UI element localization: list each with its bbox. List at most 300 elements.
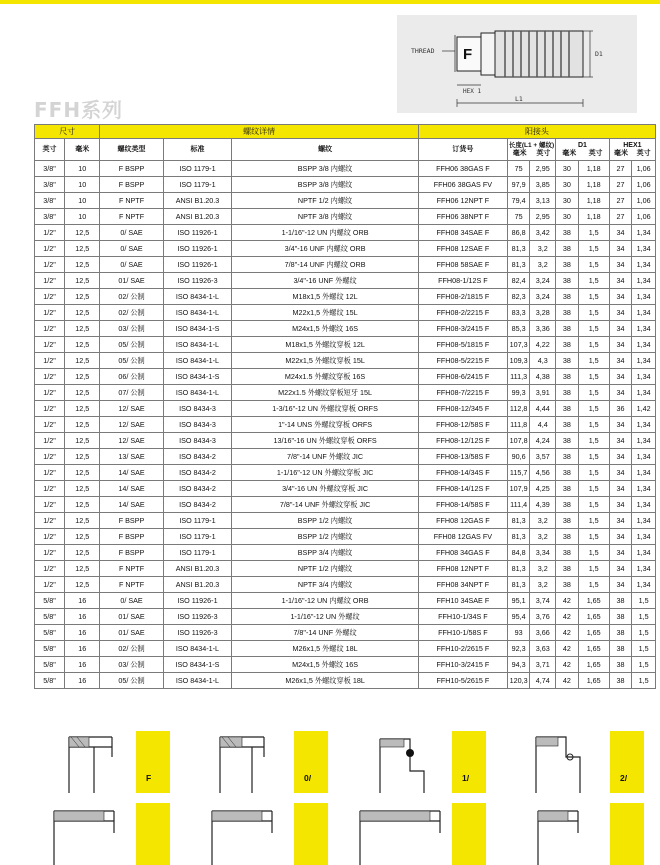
cell-standard: ISO 11926-1 (163, 257, 232, 273)
cell-d1-in: 1,65 (578, 609, 609, 625)
cell-part-no: FFH08-12/12S F (418, 433, 507, 449)
cell-part-no: FFH08-2/1815 F (418, 289, 507, 305)
cell-thread-type: F BSPP (100, 529, 163, 545)
cell-length-mm: 94,3 (507, 657, 530, 673)
cell-hex1-mm: 34 (609, 257, 632, 273)
cell-thread-type: 03/ 公制 (100, 321, 163, 337)
cell-length-mm: 107,8 (507, 433, 530, 449)
col-hex1 (609, 139, 655, 161)
cell-size-mm: 12,5 (65, 433, 100, 449)
cell-thread: BSPP 3/8 内螺纹 (232, 161, 419, 177)
cell-size-mm: 12,5 (65, 481, 100, 497)
table-row (35, 209, 656, 225)
cell-thread-type: 02/ 公制 (100, 289, 163, 305)
cell-hex1-mm: 34 (609, 369, 632, 385)
cell-size-mm: 12,5 (65, 417, 100, 433)
cell-size-mm: 10 (65, 209, 100, 225)
cell-thread-type: 05/ 公制 (100, 673, 163, 689)
thread-diagram-tag (136, 731, 170, 793)
cell-hex1-mm: 34 (609, 289, 632, 305)
cell-standard: ISO 8434-1-S (163, 369, 232, 385)
cell-d1-mm: 38 (556, 353, 579, 369)
cell-d1-in: 1,18 (578, 209, 609, 225)
cell-hex1-mm: 34 (609, 241, 632, 257)
cell-d1-in: 1,65 (578, 657, 609, 673)
cell-part-no: FFH08 12SAE F (418, 241, 507, 257)
cell-length-mm: 99,3 (507, 385, 530, 401)
cell-size-mm: 16 (65, 593, 100, 609)
thread-code: F (146, 773, 152, 783)
cell-size-inch: 1/2" (35, 305, 65, 321)
cell-part-no: FFH08-14/58S F (418, 497, 507, 513)
cell-hex1-mm: 34 (609, 417, 632, 433)
cell-length-mm: 109,3 (507, 353, 530, 369)
cell-length-mm: 112,8 (507, 401, 530, 417)
table-row (35, 289, 656, 305)
cell-hex1-mm: 34 (609, 433, 632, 449)
thread-diagram-tag (452, 803, 486, 865)
cell-size-mm: 10 (65, 161, 100, 177)
cell-d1-in: 1,5 (578, 449, 609, 465)
cell-thread-type: F BSPP (100, 545, 163, 561)
cell-size-inch: 1/2" (35, 385, 65, 401)
cell-size-mm: 16 (65, 657, 100, 673)
cell-size-inch: 1/2" (35, 273, 65, 289)
cell-standard: ISO 11926-1 (163, 241, 232, 257)
cell-hex1-in: 1,34 (632, 529, 656, 545)
table-row (35, 481, 656, 497)
cell-standard: ISO 8434-1-L (163, 641, 232, 657)
cell-length-in: 3,28 (530, 305, 556, 321)
table-row (35, 657, 656, 673)
cell-length-in: 2,95 (530, 161, 556, 177)
cell-length-mm: 82,3 (507, 289, 530, 305)
cell-hex1-in: 1,34 (632, 369, 656, 385)
cell-standard: ISO 8434-2 (163, 481, 232, 497)
cell-hex1-in: 1,06 (632, 177, 656, 193)
cell-length-mm: 81,3 (507, 577, 530, 593)
cell-length-mm: 93 (507, 625, 530, 641)
cell-hex1-mm: 36 (609, 401, 632, 417)
cell-standard: ISO 1179-1 (163, 161, 232, 177)
cell-d1-mm: 38 (556, 241, 579, 257)
cell-hex1-in: 1,34 (632, 289, 656, 305)
cell-thread: 1"-14 UNS 外螺纹穿板 ORFS (232, 417, 419, 433)
cell-size-mm: 12,5 (65, 305, 100, 321)
cell-hex1-in: 1,5 (632, 641, 656, 657)
cell-size-inch: 1/2" (35, 449, 65, 465)
cell-length-mm: 97,9 (507, 177, 530, 193)
cell-length-mm: 81,3 (507, 529, 530, 545)
cell-d1-mm: 38 (556, 289, 579, 305)
cell-size-inch: 1/2" (35, 433, 65, 449)
cell-length-mm: 75 (507, 209, 530, 225)
cell-d1-mm: 38 (556, 465, 579, 481)
cell-d1-mm: 38 (556, 513, 579, 529)
cell-part-no: FFH06 12NPT F (418, 193, 507, 209)
cell-size-inch: 3/8" (35, 177, 65, 193)
table-row (35, 321, 656, 337)
cell-size-mm: 12,5 (65, 257, 100, 273)
cell-length-mm: 79,4 (507, 193, 530, 209)
cell-hex1-in: 1,06 (632, 193, 656, 209)
cell-hex1-mm: 38 (609, 609, 632, 625)
cell-thread-type: F BSPP (100, 161, 163, 177)
cell-length-mm: 92,3 (507, 641, 530, 657)
cell-size-inch: 5/8" (35, 657, 65, 673)
cell-d1-mm: 30 (556, 161, 579, 177)
cell-size-mm: 12,5 (65, 513, 100, 529)
cell-length-in: 3,76 (530, 609, 556, 625)
cell-d1-mm: 38 (556, 449, 579, 465)
cell-part-no: FFH08 12GAS F (418, 513, 507, 529)
cell-length-in: 3,13 (530, 193, 556, 209)
series-title: FFH系列 (34, 98, 124, 122)
cell-size-mm: 12,5 (65, 529, 100, 545)
cell-d1-in: 1,5 (578, 401, 609, 417)
cell-d1-in: 1,65 (578, 593, 609, 609)
cell-size-inch: 1/2" (35, 465, 65, 481)
cell-d1-in: 1,5 (578, 321, 609, 337)
cell-d1-mm: 38 (556, 225, 579, 241)
cell-length-in: 4,74 (530, 673, 556, 689)
cell-length-in: 4,25 (530, 481, 556, 497)
cell-hex1-mm: 34 (609, 465, 632, 481)
cell-length-mm: 81,3 (507, 241, 530, 257)
thread-diagram-row2-2 (192, 803, 328, 865)
thread-code: 2/ (620, 773, 628, 783)
table-row (35, 177, 656, 193)
cell-d1-in: 1,5 (578, 289, 609, 305)
cell-size-mm: 12,5 (65, 337, 100, 353)
cell-d1-mm: 38 (556, 577, 579, 593)
cell-standard: ANSI B1.20.3 (163, 209, 232, 225)
cell-size-inch: 1/2" (35, 529, 65, 545)
cell-thread: M24x1,5 外螺纹 16S (232, 657, 419, 673)
cell-hex1-mm: 27 (609, 193, 632, 209)
cell-length-mm: 111,8 (507, 417, 530, 433)
cell-length-in: 4,24 (530, 433, 556, 449)
cell-size-inch: 1/2" (35, 241, 65, 257)
cell-hex1-in: 1,34 (632, 481, 656, 497)
cell-thread: M22x1,5 外螺纹 15L (232, 305, 419, 321)
cell-hex1-in: 1,5 (632, 593, 656, 609)
cell-hex1-in: 1,34 (632, 353, 656, 369)
table-row (35, 369, 656, 385)
cell-part-no: FFH08-12/345 F (418, 401, 507, 417)
cell-thread-type: 01/ SAE (100, 609, 163, 625)
cell-size-inch: 3/8" (35, 209, 65, 225)
cell-d1-mm: 38 (556, 257, 579, 273)
cell-size-mm: 10 (65, 177, 100, 193)
cell-standard: ANSI B1.20.3 (163, 561, 232, 577)
cell-d1-mm: 38 (556, 529, 579, 545)
cell-d1-mm: 38 (556, 337, 579, 353)
cell-hex1-mm: 34 (609, 225, 632, 241)
table-row (35, 529, 656, 545)
cell-size-mm: 12,5 (65, 545, 100, 561)
cell-d1-in: 1,5 (578, 241, 609, 257)
cell-standard: ANSI B1.20.3 (163, 577, 232, 593)
table-row (35, 625, 656, 641)
cell-length-in: 4,4 (530, 417, 556, 433)
cell-hex1-in: 1,34 (632, 241, 656, 257)
cell-size-inch: 3/8" (35, 161, 65, 177)
cell-size-mm: 12,5 (65, 369, 100, 385)
cell-thread-type: 0/ SAE (100, 241, 163, 257)
cell-size-inch: 1/2" (35, 353, 65, 369)
table-row (35, 561, 656, 577)
cell-d1-in: 1,5 (578, 545, 609, 561)
cell-hex1-mm: 34 (609, 577, 632, 593)
cell-hex1-in: 1,06 (632, 161, 656, 177)
cell-d1-mm: 38 (556, 305, 579, 321)
cell-size-mm: 12,5 (65, 465, 100, 481)
cell-length-in: 3,42 (530, 225, 556, 241)
cell-part-no: FFH08-14/34S F (418, 465, 507, 481)
table-row (35, 385, 656, 401)
cell-length-in: 3,2 (530, 257, 556, 273)
cell-size-inch: 5/8" (35, 625, 65, 641)
cell-length-mm: 115,7 (507, 465, 530, 481)
cell-thread: 1-1/16"-12 UN 内螺纹 ORB (232, 225, 419, 241)
cell-thread: 7/8"-14 UNF 内螺纹 ORB (232, 257, 419, 273)
cell-thread-type: 0/ SAE (100, 257, 163, 273)
thread-diagram-1 (350, 731, 486, 793)
cell-d1-mm: 38 (556, 433, 579, 449)
table-row (35, 241, 656, 257)
cell-d1-mm: 42 (556, 657, 579, 673)
cell-thread: M22x1.5 外螺纹穿板短牙 15L (232, 385, 419, 401)
cell-thread: 7/8"-14 UNF 外螺纹 JIC (232, 449, 419, 465)
sae-orb-diagram-icon (192, 731, 292, 793)
cell-size-mm: 12,5 (65, 289, 100, 305)
cell-d1-in: 1,65 (578, 625, 609, 641)
cell-thread: 3/4"-16 UNF 内螺纹 ORB (232, 241, 419, 257)
cell-size-inch: 5/8" (35, 673, 65, 689)
cell-thread-type: 05/ 公制 (100, 353, 163, 369)
cell-size-mm: 12,5 (65, 241, 100, 257)
table-row (35, 225, 656, 241)
cell-d1-mm: 42 (556, 609, 579, 625)
cell-hex1-mm: 34 (609, 497, 632, 513)
cell-d1-mm: 38 (556, 369, 579, 385)
cell-part-no: FFH10-2/2615 F (418, 641, 507, 657)
cell-size-mm: 16 (65, 641, 100, 657)
cell-thread: M24x1,5 外螺纹 16S (232, 321, 419, 337)
cell-length-in: 3,63 (530, 641, 556, 657)
thread-diagram-tag (610, 803, 644, 865)
cell-part-no: FFH08-6/2415 F (418, 369, 507, 385)
cell-part-no: FFH06 38GAS F (418, 161, 507, 177)
table-row (35, 449, 656, 465)
cell-hex1-mm: 34 (609, 305, 632, 321)
cell-d1-in: 1,5 (578, 369, 609, 385)
cell-size-inch: 3/8" (35, 193, 65, 209)
cell-thread-type: 05/ 公制 (100, 337, 163, 353)
l1-label: L1 (515, 95, 523, 103)
cell-hex1-in: 1,34 (632, 321, 656, 337)
table-row (35, 673, 656, 689)
cell-length-in: 3,57 (530, 449, 556, 465)
cell-part-no: FFH08 34SAE F (418, 225, 507, 241)
cell-length-in: 3,2 (530, 561, 556, 577)
cell-d1-in: 1,5 (578, 273, 609, 289)
cell-size-mm: 12,5 (65, 321, 100, 337)
table-row (35, 513, 656, 529)
cell-part-no: FFH08 34GAS F (418, 545, 507, 561)
size-group-header: 尺寸 (35, 125, 100, 139)
cell-length-mm: 107,3 (507, 337, 530, 353)
cell-hex1-in: 1,34 (632, 497, 656, 513)
cell-d1-in: 1,18 (578, 177, 609, 193)
col-part-no: 订货号 (418, 139, 507, 161)
cell-length-mm: 82,4 (507, 273, 530, 289)
thread-diagram-row2-3 (350, 803, 486, 865)
cell-thread-type: 03/ 公制 (100, 657, 163, 673)
cell-part-no: FFH08-7/2215 F (418, 385, 507, 401)
table-row (35, 545, 656, 561)
cell-size-inch: 5/8" (35, 593, 65, 609)
svg-text:F: F (463, 46, 473, 63)
cell-thread: M18x1,5 外螺纹 12L (232, 289, 419, 305)
cell-part-no: FFH08-12/58S F (418, 417, 507, 433)
cell-part-no: FFH10-1/58S F (418, 625, 507, 641)
cell-hex1-mm: 34 (609, 529, 632, 545)
cell-length-mm: 75 (507, 161, 530, 177)
cell-standard: ISO 11926-1 (163, 593, 232, 609)
cell-thread-type: F NPTF (100, 193, 163, 209)
cell-size-mm: 12,5 (65, 401, 100, 417)
cell-hex1-in: 1,34 (632, 433, 656, 449)
cell-length-mm: 111,4 (507, 497, 530, 513)
coupling-dimension-drawing (397, 15, 637, 113)
cell-hex1-in: 1,42 (632, 401, 656, 417)
cell-hex1-mm: 38 (609, 673, 632, 689)
cell-length-in: 4,3 (530, 353, 556, 369)
col-thread: 螺纹 (232, 139, 419, 161)
cell-length-in: 3,2 (530, 577, 556, 593)
table-row (35, 609, 656, 625)
cell-thread-type: 12/ SAE (100, 417, 163, 433)
cell-length-mm: 81,3 (507, 513, 530, 529)
cell-size-inch: 1/2" (35, 369, 65, 385)
cell-length-mm: 107,9 (507, 481, 530, 497)
cell-thread-type: F BSPP (100, 513, 163, 529)
cell-d1-mm: 30 (556, 177, 579, 193)
cell-standard: ISO 1179-1 (163, 529, 232, 545)
cell-part-no: FFH08 12NPT F (418, 561, 507, 577)
cell-d1-in: 1,5 (578, 257, 609, 273)
cell-thread-type: F BSPP (100, 177, 163, 193)
cell-thread: 1-1/16"-12 UN 外螺纹 (232, 609, 419, 625)
cell-size-mm: 12,5 (65, 385, 100, 401)
cell-hex1-in: 1,34 (632, 449, 656, 465)
cell-length-in: 3,74 (530, 593, 556, 609)
cell-hex1-in: 1,34 (632, 545, 656, 561)
cell-thread: 1-1/16"-12 UN 内螺纹 ORB (232, 593, 419, 609)
sae-male-diagram-icon (350, 731, 450, 793)
cell-length-mm: 84,8 (507, 545, 530, 561)
table-row (35, 641, 656, 657)
cell-d1-mm: 38 (556, 481, 579, 497)
cell-thread: 13/16"-16 UN 外螺纹穿板 ORFS (232, 433, 419, 449)
cell-thread: BSPP 3/8 内螺纹 (232, 177, 419, 193)
cell-hex1-mm: 34 (609, 513, 632, 529)
cell-thread: 1-1/16"-12 UN 外螺纹穿板 JIC (232, 465, 419, 481)
cell-length-in: 4,22 (530, 337, 556, 353)
col-thread-type: 螺纹类型 (100, 139, 163, 161)
thread-diagram-tag (294, 803, 328, 865)
table-row (35, 353, 656, 369)
cell-hex1-mm: 34 (609, 337, 632, 353)
group-header-row (35, 125, 656, 139)
cell-hex1-in: 1,34 (632, 417, 656, 433)
cell-d1-in: 1,65 (578, 673, 609, 689)
cell-thread-type: 02/ 公制 (100, 305, 163, 321)
cell-d1-in: 1,5 (578, 385, 609, 401)
cell-d1-in: 1,5 (578, 305, 609, 321)
cell-hex1-mm: 34 (609, 545, 632, 561)
cell-thread-type: 14/ SAE (100, 497, 163, 513)
cell-d1-mm: 38 (556, 417, 579, 433)
cell-d1-mm: 30 (556, 209, 579, 225)
cell-standard: ISO 1179-1 (163, 545, 232, 561)
cell-standard: ISO 11926-3 (163, 625, 232, 641)
cell-hex1-mm: 34 (609, 273, 632, 289)
cell-d1-in: 1,5 (578, 465, 609, 481)
cell-d1-in: 1,5 (578, 561, 609, 577)
cell-size-inch: 1/2" (35, 257, 65, 273)
cell-thread-type: 07/ 公制 (100, 385, 163, 401)
cell-hex1-mm: 34 (609, 385, 632, 401)
metric-male-diagram-icon (508, 731, 608, 793)
fitting-diagram-icon (350, 803, 450, 865)
cell-part-no: FFH08-1/12S F (418, 273, 507, 289)
cell-part-no: FFH06 38GAS FV (418, 177, 507, 193)
cell-length-mm: 85,3 (507, 321, 530, 337)
cell-hex1-in: 1,34 (632, 577, 656, 593)
column-header-row (35, 139, 656, 161)
cell-thread: M26x1,5 外螺纹 18L (232, 641, 419, 657)
cell-length-in: 3,2 (530, 529, 556, 545)
cell-thread: BSPP 1/2 内螺纹 (232, 513, 419, 529)
cell-hex1-mm: 38 (609, 625, 632, 641)
cell-size-inch: 1/2" (35, 321, 65, 337)
cell-length-mm: 81,3 (507, 561, 530, 577)
table-row (35, 465, 656, 481)
cell-part-no: FFH08-2/2215 F (418, 305, 507, 321)
cell-thread-type: F NPTF (100, 209, 163, 225)
cell-length-in: 3,71 (530, 657, 556, 673)
cell-part-no: FFH08-13/58S F (418, 449, 507, 465)
cell-size-mm: 12,5 (65, 561, 100, 577)
cell-length-mm: 81,3 (507, 257, 530, 273)
fitting-diagram-icon (34, 803, 134, 865)
cell-length-in: 4,56 (530, 465, 556, 481)
cell-hex1-in: 1,34 (632, 513, 656, 529)
thread-diagram-tag (136, 803, 170, 865)
cell-d1-mm: 30 (556, 193, 579, 209)
cell-length-in: 3,24 (530, 289, 556, 305)
thread-diagram-row2-4 (508, 803, 644, 865)
cell-d1-mm: 38 (556, 545, 579, 561)
hex-label: HEX 1 (463, 88, 482, 95)
cell-length-mm: 83,3 (507, 305, 530, 321)
cell-size-inch: 1/2" (35, 401, 65, 417)
table-row (35, 161, 656, 177)
cell-standard: ISO 11926-3 (163, 273, 232, 289)
